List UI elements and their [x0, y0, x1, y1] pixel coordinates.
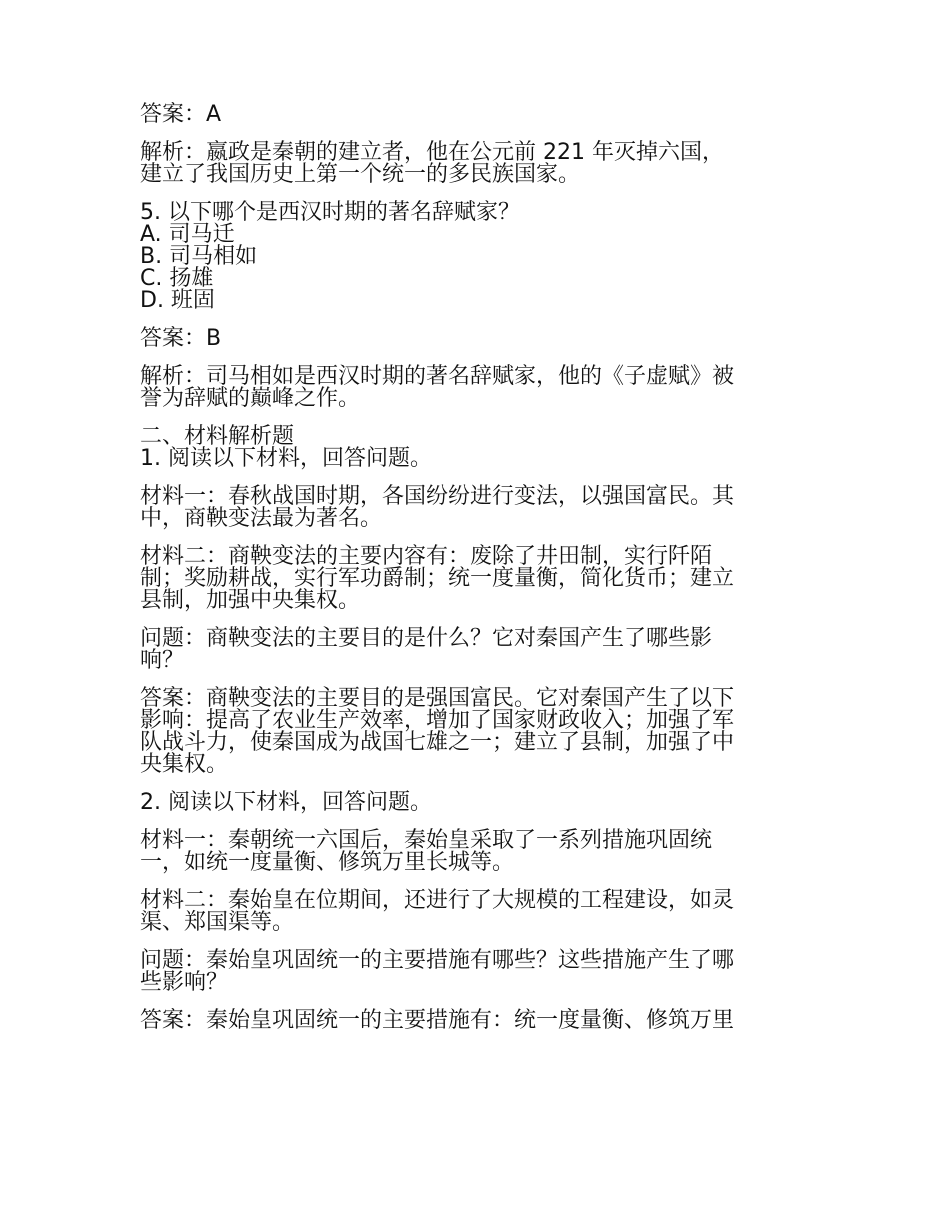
text-line: 制；奖励耕战，实行军功爵制；统一度量衡，简化货币；建立 — [140, 566, 735, 591]
section-2 — [140, 426, 812, 470]
material-2-2 — [140, 890, 812, 934]
question-m2-intro — [140, 792, 812, 814]
answer-4 — [140, 104, 812, 126]
question-intro: 1. 阅读以下材料，回答问题。 — [140, 446, 432, 471]
question-stem: 5. 以下哪个是西汉时期的著名辞赋家？ — [140, 200, 520, 225]
text-line: 材料二：商鞅变法的主要内容有：废除了井田制，实行阡陌 — [140, 544, 713, 569]
text-line: 问题：商鞅变法的主要目的是什么？它对秦国产生了哪些影 — [140, 626, 713, 651]
answer-m2 — [140, 1010, 812, 1032]
text-line: 央集权。 — [140, 752, 229, 777]
option-a: A. 司马迁 — [140, 222, 235, 247]
text-line: 一，如统一度量衡、修筑万里长城等。 — [140, 850, 515, 875]
text-line: 建立了我国历史上第一个统一的多民族国家。 — [140, 162, 581, 187]
text-line: 影响：提高了农业生产效率，增加了国家财政收入；加强了军 — [140, 708, 735, 733]
analysis-4 — [140, 142, 812, 186]
text-line: 渠、郑国渠等。 — [140, 910, 295, 935]
text-line: 答案：秦始皇巩固统一的主要措施有：统一度量衡、修筑万里 — [140, 1008, 735, 1033]
option-b: B. 司马相如 — [140, 244, 258, 269]
text-line: 问题：秦始皇巩固统一的主要措施有哪些？这些措施产生了哪 — [140, 948, 735, 973]
text-line: 响？ — [140, 648, 185, 673]
text-line: 材料一：秦朝统一六国后，秦始皇采取了一系列措施巩固统 — [140, 828, 713, 853]
text-line: 誉为辞赋的巅峰之作。 — [140, 386, 361, 411]
text-line: 解析：嬴政是秦朝的建立者，他在公元前 221 年灭掉六国， — [140, 140, 724, 165]
material-2-1 — [140, 830, 812, 874]
question-m1 — [140, 628, 812, 672]
text-line: 县制，加强中央集权。 — [140, 588, 361, 613]
option-d: D. 班固 — [140, 288, 215, 313]
question-5 — [140, 202, 812, 312]
question-m2 — [140, 950, 812, 994]
text-line: 些影响？ — [140, 970, 229, 995]
material-1-2 — [140, 546, 812, 612]
text-line: 答案：A — [140, 102, 222, 127]
answer-5 — [140, 328, 812, 350]
text-line: 答案：B — [140, 326, 222, 351]
text-line: 解析：司马相如是西汉时期的著名辞赋家，他的《子虚赋》被 — [140, 364, 735, 389]
material-1-1 — [140, 486, 812, 530]
text-line: 中，商鞅变法最为著名。 — [140, 506, 383, 531]
text-line: 队战斗力，使秦国成为战国七雄之一；建立了县制，加强了中 — [140, 730, 735, 755]
text-line: 材料二：秦始皇在位期间，还进行了大规模的工程建设，如灵 — [140, 888, 735, 913]
text-line: 答案：商鞅变法的主要目的是强国富民。它对秦国产生了以下 — [140, 686, 735, 711]
document-page — [140, 104, 812, 1048]
text-line: 材料一：春秋战国时期，各国纷纷进行变法，以强国富民。其 — [140, 484, 735, 509]
option-c: C. 扬雄 — [140, 266, 214, 291]
question-intro: 2. 阅读以下材料，回答问题。 — [140, 790, 432, 815]
answer-m1 — [140, 688, 812, 776]
section-heading: 二、材料解析题 — [140, 424, 295, 449]
analysis-5 — [140, 366, 812, 410]
